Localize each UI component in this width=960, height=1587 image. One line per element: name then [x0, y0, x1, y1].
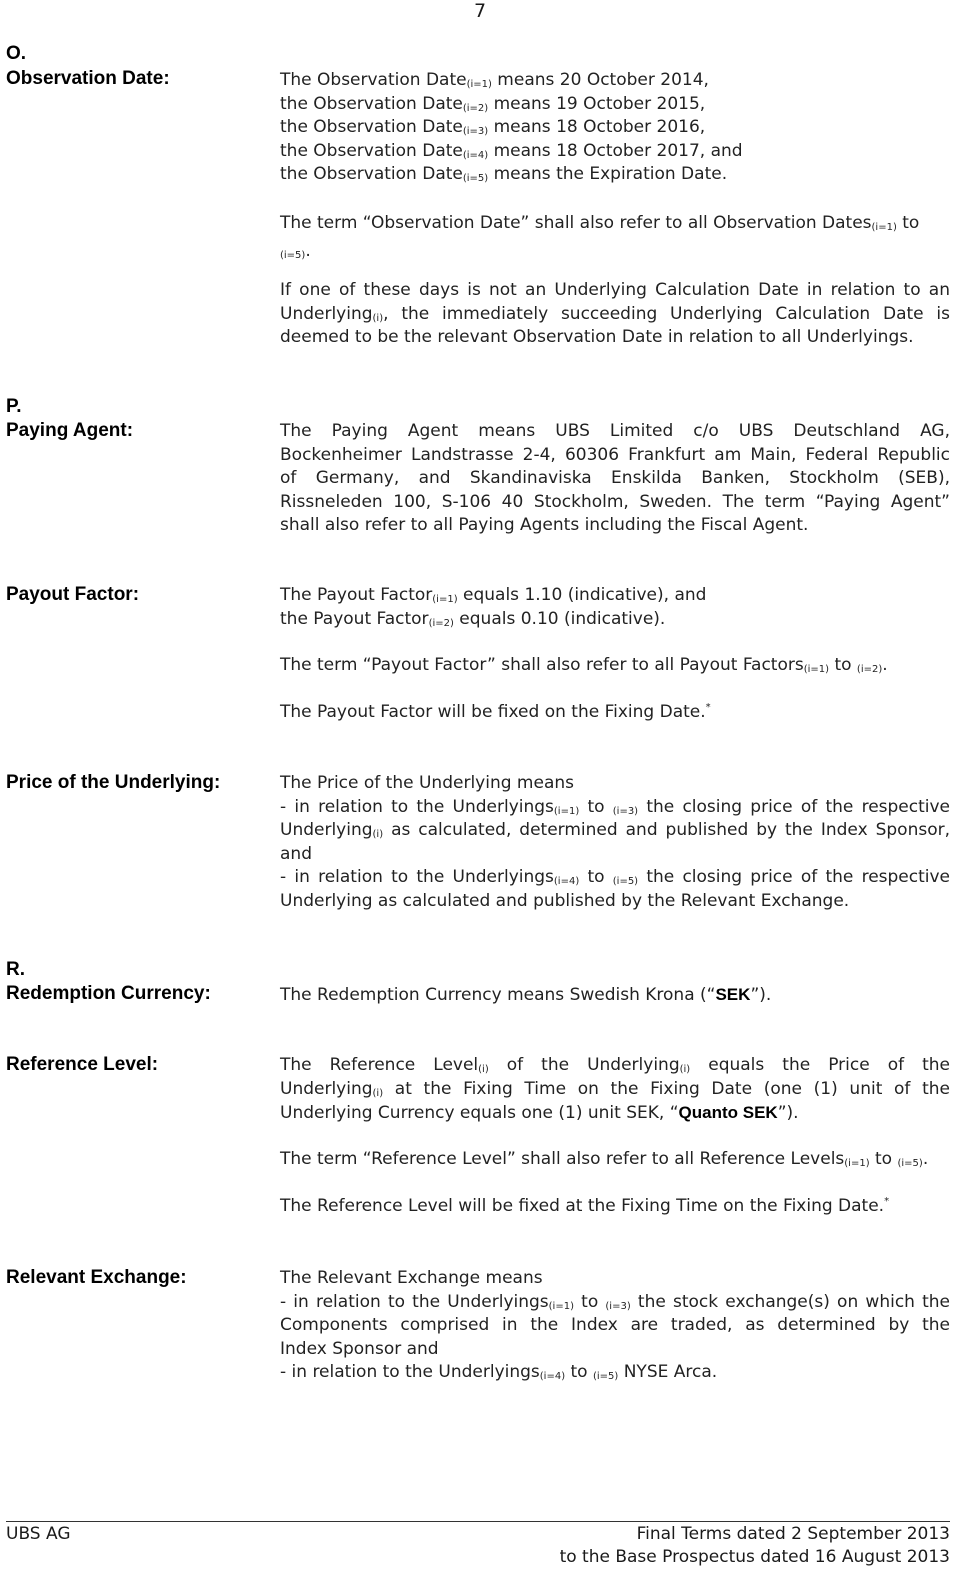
reference-level-definition: The Reference Level$_{(i)}$ of the Underlying$_{(i)}$ equals the Price of the Underlying$_{(i)}$ at the Fixing Time on the Fixing Date (one (1) unit of the Underlying Currency equals one (1) unit SEK, “Quanto SEK”). — [280, 1055, 950, 1123]
section-letter-o: O. — [6, 43, 27, 64]
paying-agent-definition: The Paying Agent means UBS Limited c/o UBS Deutschland AG, Bockenheimer Landstrasse 2-4, 60306 Frankfurt am Main, Federal Republic of Germany, and Skandinaviska Enskilda Banken, Stockholm (SEB), Rissneleden 100, S-106 40 Stockholm, Sweden. The term “Paying Agent” shall also refer to all Paying Agents including the Fiscal Agent. — [280, 421, 950, 535]
payout-factor-label: Payout Factor: — [6, 584, 140, 605]
observation-date-label: Observation Date: — [6, 68, 170, 89]
payout-factor-term: The term “Payout Factor” shall also refer to all Payout Factors$_{(i=1)}$ to $_{(i=2)}$. — [280, 655, 888, 675]
reference-level-fixing-note: The Reference Level will be fixed at the Fixing Time on the Fixing Date.* — [280, 1196, 890, 1216]
footer-divider — [6, 1521, 950, 1522]
reference-level-term: The term “Reference Level” shall also refer to all Reference Levels$_{(i=1)}$ to $_{(i=5)}$. — [280, 1149, 929, 1169]
payout-factor-definition: The Payout Factor$_{(i=1)}$ equals 1.10 (indicative), and the Payout Factor$_{(i=2)}$ equals 0.10 (indicative). — [280, 585, 707, 629]
redemption-currency-label: Redemption Currency: — [6, 983, 211, 1004]
section-letter-r: R. — [6, 959, 25, 980]
reference-level-label: Reference Level: — [6, 1054, 159, 1075]
price-of-underlying-definition: The Price of the Underlying means - in relation to the Underlyings$_{(i=1)}$ to $_{(i=3)}$ the closing price of the respective Underlying$_{(i)}$ as calculated, determined and published by the Index Sponsor, and - in relation to the Underlyings$_{(i=4)}$ to $_{(i=5)}$ the closing price of the respective Underlying as calculated and published by the Relevant Exchange. — [280, 773, 951, 911]
footnote-asterisk: * — [884, 1196, 890, 1207]
payout-factor-fixing-note: The Payout Factor will be fixed on the Fixing Date.* — [280, 702, 711, 722]
redemption-currency-definition: The Redemption Currency means Swedish Krona (“SEK”). — [280, 985, 772, 1005]
observation-date-term: The term “Observation Date” shall also refer to all Observation Dates$_{(i=1)}$ to $_{(i=5)}$. — [280, 213, 920, 261]
footnote-asterisk: * — [705, 702, 711, 713]
section-letter-p: P. — [6, 396, 22, 417]
price-of-underlying-label: Price of the Underlying: — [6, 772, 221, 793]
relevant-exchange-definition: The Relevant Exchange means - in relation to the Underlyings$_{(i=1)}$ to $_{(i=3)}$ the stock exchange(s) on which the Components comprised in the Index are traded, as determined by the Index Sponsor and - in relation to the Underlyings$_{(i=4)}$ to $_{(i=5)}$ NYSE Arca. — [280, 1268, 951, 1382]
footer-issuer: UBS AG — [6, 1524, 71, 1544]
page-number: 7 — [473, 0, 487, 22]
observation-date-disruption-paragraph: If one of these days is not an Underlying Calculation Date in relation to an Underlying$_{(i)}$, the immediately succeeding Underlying Calculation Date is deemed to be the relevant Observation Date in relation to all Underlyings. — [280, 280, 950, 347]
paying-agent-label: Paying Agent: — [6, 420, 134, 441]
relevant-exchange-label: Relevant Exchange: — [6, 1267, 187, 1288]
footer-final-terms: Final Terms dated 2 September 2013 — [636, 1524, 950, 1544]
observation-date-definition: The Observation Date$_{(i=1)}$ means 20 October 2014, the Observation Date$_{(i=2)}$ means 19 October 2015, the Observation Date$_{(i=3)}$ means 18 October 2016, the Observation Date$_{(i=4)}$ means 18 October 2017, and the Observation Date$_{(i=5)}$ means the Expiration Date. — [280, 70, 743, 184]
footer-base-prospectus: to the Base Prospectus dated 16 August 2013 — [559, 1547, 950, 1567]
footer-document-reference — [560, 1523, 950, 1569]
